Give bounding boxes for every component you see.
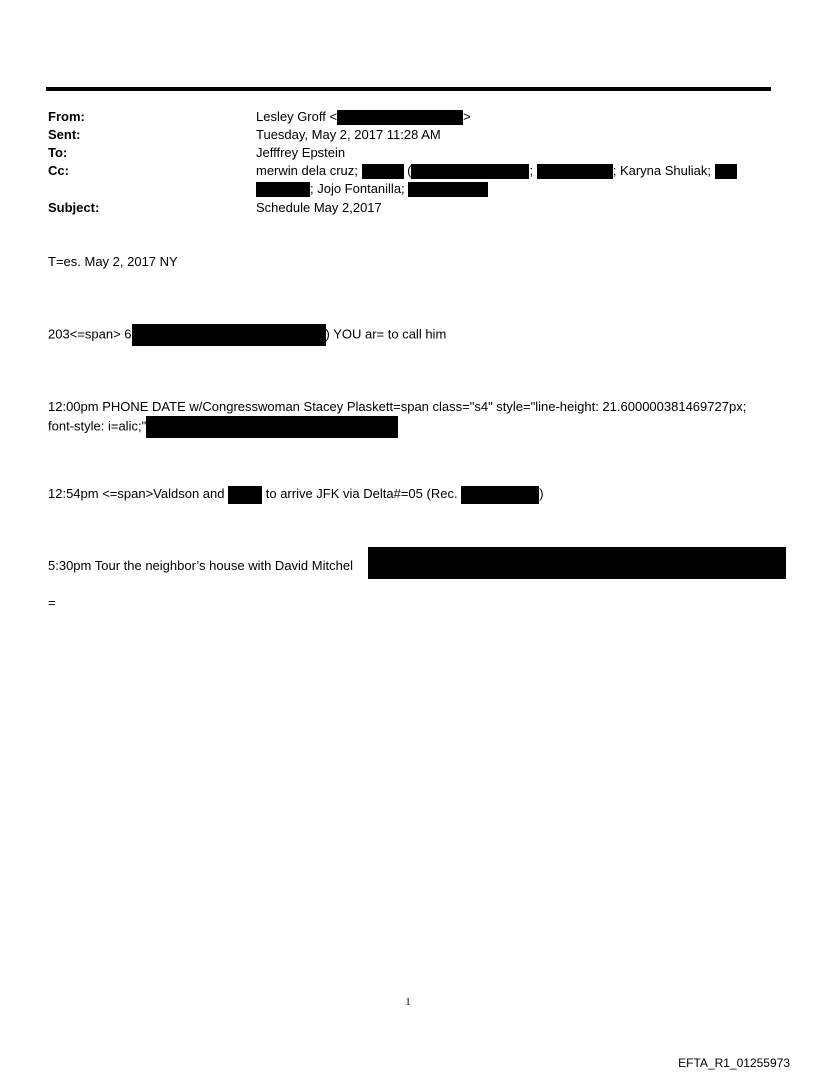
redaction-box — [362, 164, 404, 179]
cc-separator: ( — [407, 163, 412, 178]
redaction-box — [337, 110, 463, 125]
redaction-box — [715, 164, 737, 179]
sent-label: Sent: — [48, 127, 81, 142]
redaction-box — [461, 486, 539, 504]
arrival-suffix: ) — [539, 486, 544, 501]
call-prefix: 203<=span> 6 — [48, 326, 132, 342]
body-line-end: = — [48, 595, 56, 610]
cc-recipient: ; Karyna Shuliak; — [612, 163, 711, 178]
from-value — [256, 108, 471, 126]
redaction-box — [537, 164, 613, 179]
body-line-arrival — [48, 485, 544, 504]
body-line-tour: 5:30pm Tour the neighbor’s house with David Mitchel — [48, 558, 353, 573]
document-id: EFTA_R1_01255973 — [678, 1056, 790, 1070]
call-suffix: ) YOU ar= to call him — [325, 326, 447, 342]
from-tail: > — [463, 109, 471, 124]
cc-value-line1 — [256, 162, 737, 180]
sent-value: Tuesday, May 2, 2017 11:28 AM — [256, 127, 441, 142]
to-value: Jefffrey Epstein — [256, 145, 346, 160]
body-line-date: T=es. May 2, 2017 NY — [48, 254, 178, 269]
redaction-box — [228, 486, 262, 504]
redaction-box — [146, 416, 398, 438]
redaction-box — [256, 182, 310, 197]
body-line-phone-date: 12:00pm PHONE DATE w/Congresswoman Stacey Plaskett=span class="s4" style="line-height: 21.600000381469727px; — [48, 399, 747, 414]
cc-recipient: merwin dela cruz; — [256, 163, 358, 178]
redaction-box — [368, 547, 786, 579]
phone-date-cont-text: font-style: i=alic;" — [48, 418, 147, 434]
page-number: 1 — [405, 996, 411, 1008]
to-label: To: — [48, 145, 68, 160]
header-divider — [46, 87, 771, 91]
from-name: Lesley Groff < — [256, 109, 338, 124]
subject-label: Subject: — [48, 200, 100, 215]
redaction-box — [411, 164, 529, 179]
from-label: From: — [48, 109, 85, 124]
body-line-call — [48, 324, 446, 346]
arrival-prefix: 12:54pm <=span>Valdson and — [48, 486, 225, 501]
redaction-box — [132, 324, 326, 346]
body-line-phone-date-cont — [48, 416, 398, 438]
cc-separator: ; — [529, 163, 534, 178]
cc-value-line2 — [256, 180, 488, 198]
arrival-mid: to arrive JFK via Delta#=05 (Rec. — [265, 486, 458, 501]
cc-recipient: ; Jojo Fontanilla; — [310, 181, 405, 196]
cc-label: Cc: — [48, 163, 69, 178]
subject-value: Schedule May 2,2017 — [256, 200, 382, 215]
redaction-box — [408, 182, 488, 197]
